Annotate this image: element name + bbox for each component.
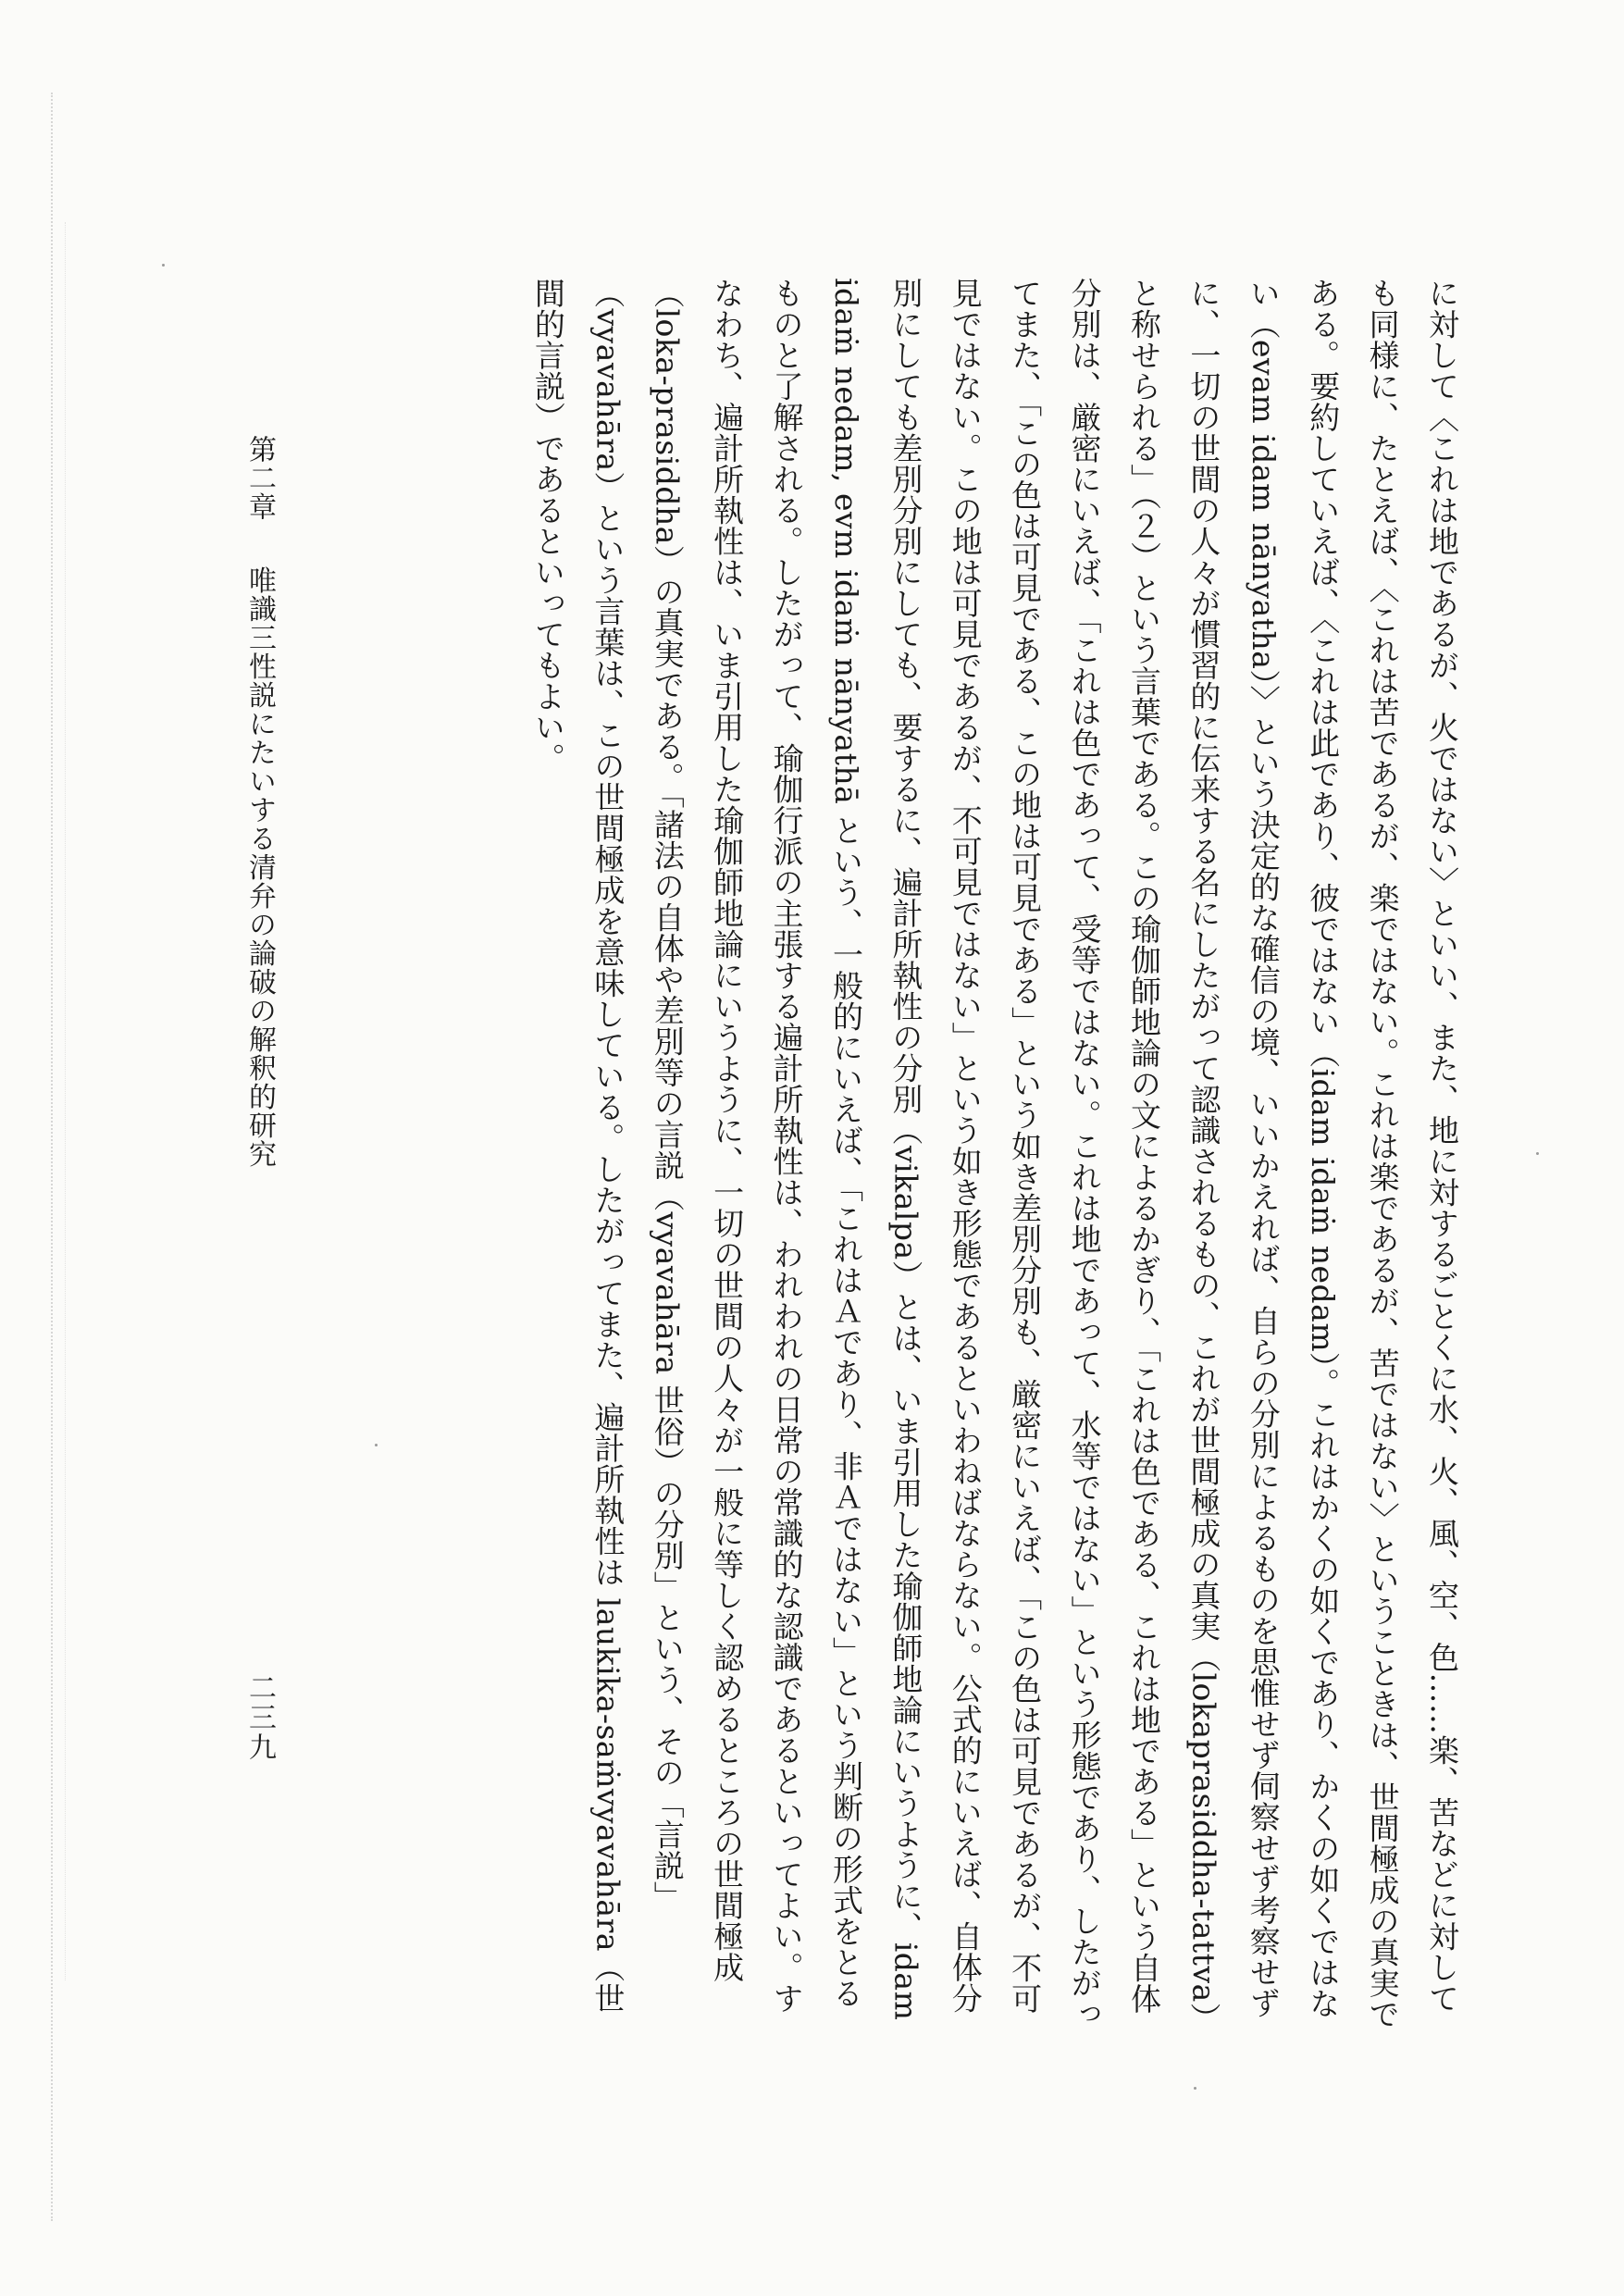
scan-speck bbox=[375, 1444, 378, 1446]
chapter-title: 唯識三性説にたいする清弁の論破の解釈的研究 bbox=[243, 565, 276, 1169]
scan-binding-artifact bbox=[65, 222, 66, 1980]
page-number: 二三九 bbox=[243, 1673, 276, 1762]
running-head bbox=[239, 435, 279, 1360]
scan-speck bbox=[1536, 1152, 1539, 1155]
scan-binding-artifact bbox=[51, 93, 53, 2221]
chapter-label: 第二章 bbox=[243, 435, 276, 521]
body-paragraph: に対して〈これは地であるが、火ではない〉といい、また、地に対するごとくに水、火、風、空、色……楽、苦などに対しても同様に、たとえば、〈これは苦であるが、楽ではない。これは楽であるが、苦ではない〉ということきは、世間極成の真実である。要約していえば、〈これは此であり、彼ではない（idam idaṁ nedam）。これはかくの如くであり、かくの如くではない（evam idam nānyatha）〉という決定的な確信の境、いいかえれば、自らの分別によるものを思惟せず伺察せず考察せずに、一切の世間の人々が慣習的に伝来する名にしたがって認識されるもの、これが世間極成の真実（lokaprasiddha-tattva）と称せられる」（２）という言葉である。この瑜伽師地論の文によるかぎり、「これは色である、これは地である」という自体分別は、厳密にいえば、「これは色であって、受等ではない。これは地であって、水等ではない」という形態であり、したがってまた、「この色は可見である、この地は可見である」という如き差別分別も、厳密にいえば、「この色は可見であるが、不可見ではない。この地は可見であるが、不可見ではない」という如き形態であるといわねばならない。公式的にいえば、自体分別にしても差別分別にしても、要するに、遍計所執性の分別（vikalpa）とは、いま引用した瑜伽師地論にいうように、idam idaṁ nedam, evm idaṁ nānyathā という、一般的にいえば、「これはＡであり、非Ａではない」という判断の形式をとるものと了解される。したがって、瑜伽行派の主張する遍計所執性は、われわれの日常の常識的な認識であるといってよい。すなわち、遍計所執性は、いま引用した瑜伽師地論にいうように、一切の世間の人々が一般に等しく認めるところの世間極成（loka-prasiddha）の真実である。「諸法の自体や差別等の言説（vyavahāra 世俗）の分別」という、その「言説」（vyavahāra）という言葉は、この世間極成を意味している。したがってまた、遍計所執性は laukika-saṁvyavahāra（世間的言説）であるといってもよい。 bbox=[529, 278, 1460, 2034]
scan-speck bbox=[1194, 2087, 1196, 2090]
body-text bbox=[231, 278, 1471, 2036]
scan-speck bbox=[162, 264, 165, 267]
